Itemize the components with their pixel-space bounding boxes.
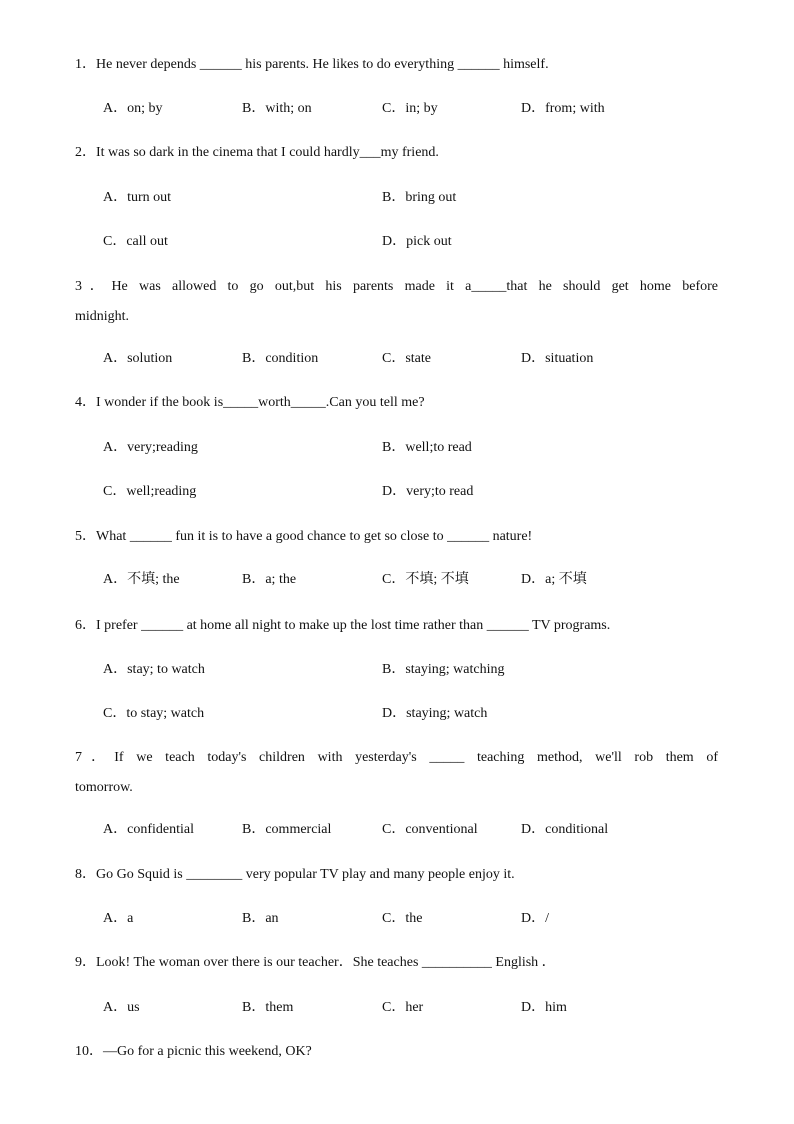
question-2-option-c[interactable]: C．call out bbox=[103, 234, 168, 249]
question-6-option-c[interactable]: C．to stay; watch bbox=[103, 706, 205, 721]
question-9-option-a[interactable]: A．us bbox=[103, 1000, 140, 1015]
question-8-option-c[interactable]: C．the bbox=[382, 911, 423, 926]
question-6-option-b[interactable]: B．staying; watching bbox=[382, 662, 505, 677]
question-9-stem: 9．Look! The woman over there is our teacher．She teaches __________ English ． bbox=[75, 955, 556, 970]
question-7-stem-continued: tomorrow. bbox=[75, 780, 133, 795]
question-3-stem: 3．He was allowed to go out,but his parents made it a_____that he should get home before bbox=[75, 279, 718, 294]
question-1-option-a[interactable]: A．on; by bbox=[103, 101, 163, 116]
question-8-stem: 8．Go Go Squid is ________ very popular TV play and many people enjoy it. bbox=[75, 867, 515, 882]
question-2-option-d[interactable]: D．pick out bbox=[382, 234, 452, 249]
question-1-option-c[interactable]: C．in; by bbox=[382, 101, 438, 116]
question-6-option-d[interactable]: D．staying; watch bbox=[382, 706, 488, 721]
question-1-stem: 1．He never depends ______ his parents. He likes to do everything ______ himself. bbox=[75, 57, 549, 72]
question-4-option-c[interactable]: C．well;reading bbox=[103, 484, 197, 499]
question-4-stem: 4．I wonder if the book is_____worth_____.Can you tell me? bbox=[75, 395, 425, 410]
question-5-option-d[interactable]: D．a; 不填 bbox=[521, 572, 587, 587]
question-3-option-c[interactable]: C．state bbox=[382, 351, 431, 366]
question-6-option-a[interactable]: A．stay; to watch bbox=[103, 662, 205, 677]
question-1-option-b[interactable]: B．with; on bbox=[242, 101, 312, 116]
question-5-stem: 5．What ______ fun it is to have a good chance to get so close to ______ nature! bbox=[75, 529, 533, 544]
question-8-option-a[interactable]: A．a bbox=[103, 911, 134, 926]
question-1-option-d[interactable]: D．from; with bbox=[521, 101, 605, 116]
question-7-stem: 7．If we teach today's children with yesterday's _____ teaching method, we'll rob them of bbox=[75, 750, 718, 765]
question-7-option-b[interactable]: B．commercial bbox=[242, 822, 332, 837]
question-4-option-a[interactable]: A．very;reading bbox=[103, 440, 198, 455]
question-8-option-b[interactable]: B．an bbox=[242, 911, 279, 926]
question-5-option-c[interactable]: C．不填; 不填 bbox=[382, 572, 469, 587]
question-7-option-d[interactable]: D．conditional bbox=[521, 822, 609, 837]
question-3-stem-continued: midnight. bbox=[75, 309, 130, 324]
question-7-option-c[interactable]: C．conventional bbox=[382, 822, 478, 837]
question-7-option-a[interactable]: A．confidential bbox=[103, 822, 194, 837]
question-3-option-b[interactable]: B．condition bbox=[242, 351, 319, 366]
question-3-option-d[interactable]: D．situation bbox=[521, 351, 594, 366]
question-2-option-b[interactable]: B．bring out bbox=[382, 190, 457, 205]
question-4-option-d[interactable]: D．very;to read bbox=[382, 484, 474, 499]
question-5-option-b[interactable]: B．a; the bbox=[242, 572, 297, 587]
question-10-stem: 10．—Go for a picnic this weekend, OK? bbox=[75, 1044, 312, 1059]
question-9-option-c[interactable]: C．her bbox=[382, 1000, 424, 1015]
question-9-option-d[interactable]: D．him bbox=[521, 1000, 567, 1015]
question-5-option-a[interactable]: A．不填; the bbox=[103, 572, 180, 587]
question-4-option-b[interactable]: B．well;to read bbox=[382, 440, 472, 455]
question-6-stem: 6．I prefer ______ at home all night to make up the lost time rather than ______ TV programs. bbox=[75, 618, 611, 633]
question-8-option-d[interactable]: D．/ bbox=[521, 911, 549, 926]
question-3-option-a[interactable]: A．solution bbox=[103, 351, 173, 366]
question-2-option-a[interactable]: A．turn out bbox=[103, 190, 172, 205]
question-2-stem: 2．It was so dark in the cinema that I could hardly___my friend. bbox=[75, 145, 439, 160]
question-9-option-b[interactable]: B．them bbox=[242, 1000, 294, 1015]
